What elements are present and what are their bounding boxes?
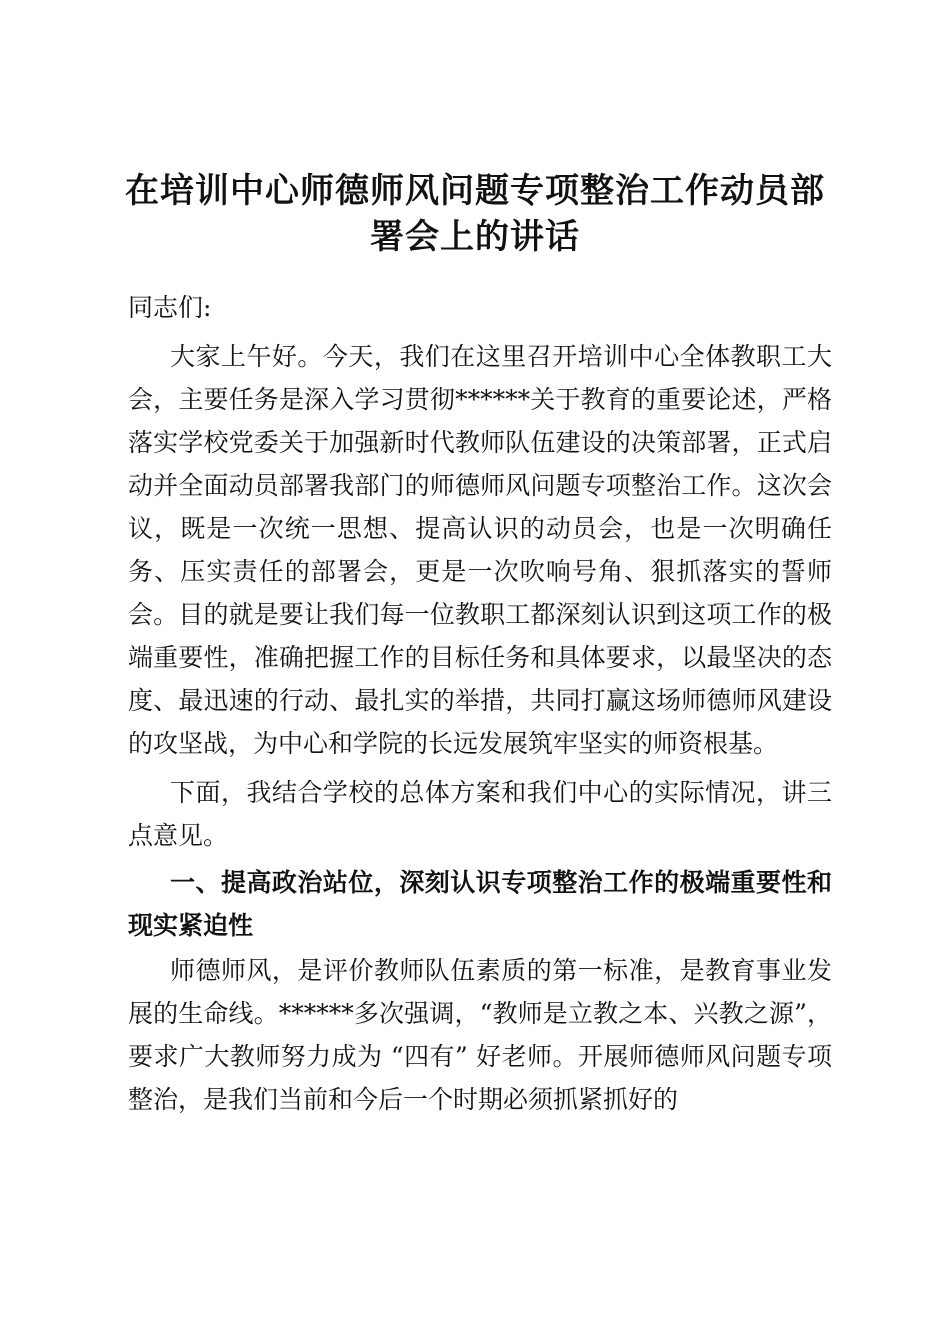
- paragraph-outline: 下面，我结合学校的总体方案和我们中心的实际情况，讲三点意见。: [128, 778, 832, 850]
- paragraph-section-1: 师德师风，是评价教师队伍素质的第一标准，是教育事业发展的生命线。******多次强调，“教师是立教之本、兴教之源”，要求广大教师努力成为 “四有” 好老师。开展师德师风问题专项整治，是我们当前和今后一个时期必须抓紧抓好的: [128, 956, 832, 1114]
- document-title: 在培训中心师德师风问题专项整治工作动员部署会上的讲话: [125, 171, 825, 257]
- document-body: [128, 286, 832, 1121]
- section-heading-1: 一、提高政治站位，深刻认识专项整治工作的极端重要性和现实紧迫性: [128, 868, 832, 940]
- salutation: 同志们:: [128, 293, 212, 322]
- paragraph-opening: 大家上午好。今天，我们在这里召开培训中心全体教职工大会，主要任务是深入学习贯彻******关于教育的重要论述，严格落实学校党委关于加强新时代教师队伍建设的决策部署，正式启动并全面动员部署我部门的师德师风问题专项整治工作。这次会议，既是一次统一思想、提高认识的动员会，也是一次明确任务、压实责任的部署会，更是一次吹响号角、狠抓落实的誓师会。目的就是要让我们每一位教职工都深刻认识到这项工作的极端重要性，准确把握工作的目标任务和具体要求，以最坚决的态度、最迅速的行动、最扎实的举措，共同打赢这场师德师风建设的攻坚战，为中心和学院的长远发展筑牢坚实的师资根基。: [128, 342, 832, 758]
